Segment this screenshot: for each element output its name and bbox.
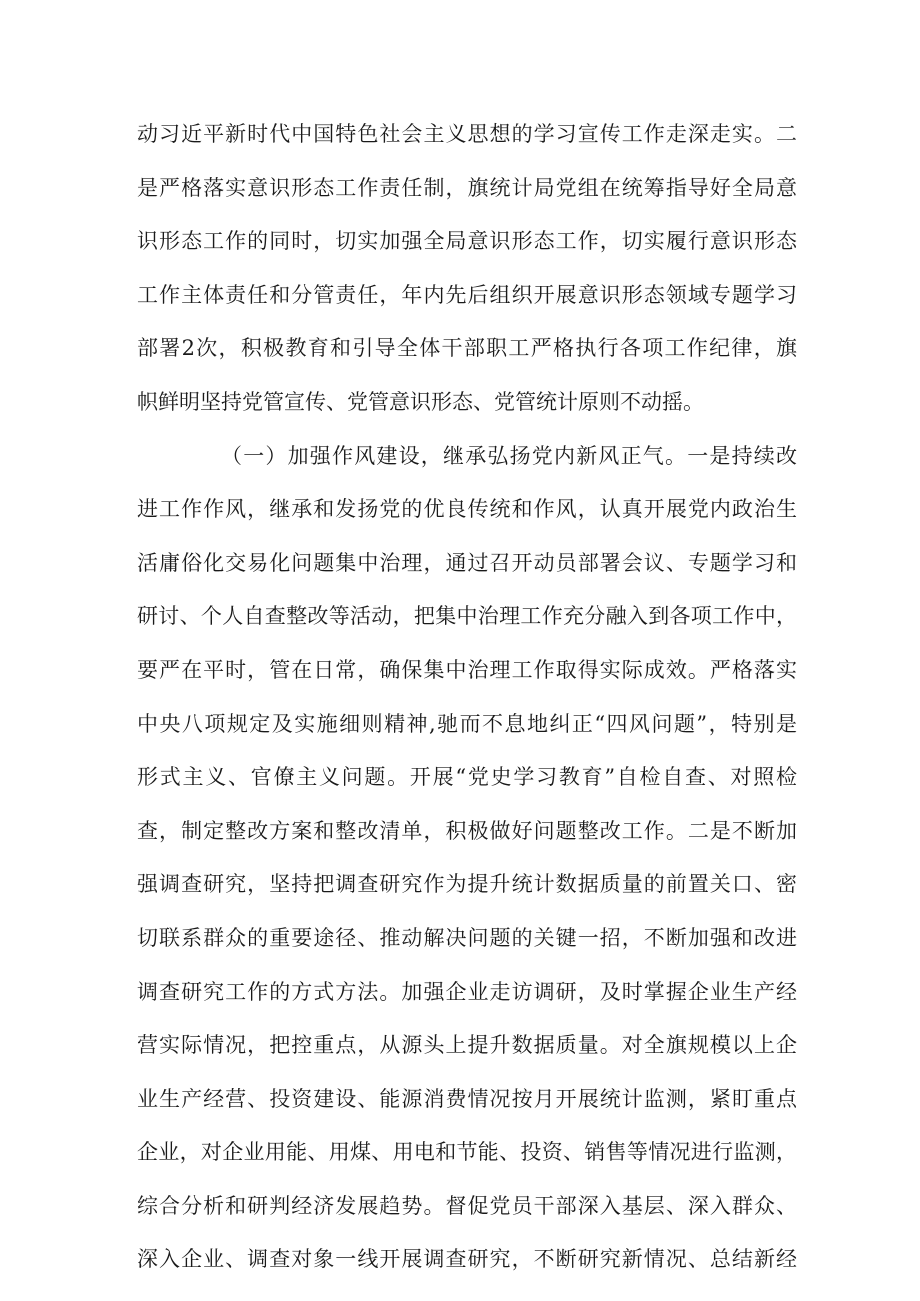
text-line: 强调查研究，坚持把调查研究作为提升统计数据质量的前置关口、密 <box>137 872 797 897</box>
text-line: 企业，对企业用能、用煤、用电和节能、投资、销售等情况进行监测， <box>137 1140 797 1165</box>
section-heading-line: （一）加强作风建设，继承弘扬党内新风正气。一是持续改 <box>221 443 797 468</box>
text-line: 是严格落实意识形态工作责任制，旗统计局党组在统筹指导好全局意 <box>137 175 797 200</box>
text-line: 中央八项规定及实施细则精神,驰而不息地纠正“四风问题”，特别是 <box>137 711 797 736</box>
text-line: 查，制定整改方案和整改清单，积极做好问题整改工作。二是不断加 <box>137 818 797 843</box>
body-text <box>137 108 797 1287</box>
text-line: 识形态工作的同时，切实加强全局意识形态工作，切实履行意识形态 <box>137 229 797 254</box>
text-line: 深入企业、调查对象一线开展调查研究，不断研究新情况、总结新经 <box>137 1247 797 1272</box>
text-line: 动习近平新时代中国特色社会主义思想的学习宣传工作走深走实。二 <box>137 122 797 146</box>
text-line: 部署2次，积极教育和引导全体干部职工严格执行各项工作纪律，旗 <box>137 336 797 361</box>
text-line: 帜鲜明坚持党管宣传、党管意识形态、党管统计原则不动摇。 <box>137 389 704 414</box>
text-line: 进工作作风，继承和发扬党的优良传统和作风，认真开展党内政治生 <box>137 497 797 522</box>
text-line: 活庸俗化交易化问题集中治理，通过召开动员部署会议、专题学习和 <box>137 550 797 575</box>
text-line: 要严在平时，管在日常，确保集中治理工作取得实际成效。严格落实 <box>137 657 797 682</box>
text-line: 切联系群众的重要途径、推动解决问题的关键一招，不断加强和改进 <box>137 925 797 950</box>
text-line: 研讨、个人自查整改等活动，把集中治理工作充分融入到各项工作中， <box>137 604 797 629</box>
text-line: 业生产经营、投资建设、能源消费情况按月开展统计监测，紧盯重点 <box>137 1086 797 1111</box>
text-line: 综合分析和研判经济发展趋势。督促党员干部深入基层、深入群众、 <box>137 1193 797 1218</box>
text-line: 形式主义、官僚主义问题。开展“党史学习教育”自检自查、对照检 <box>137 765 797 790</box>
text-line: 调查研究工作的方式方法。加强企业走访调研，及时掌握企业生产经 <box>137 979 797 1004</box>
text-line: 工作主体责任和分管责任，年内先后组织开展意识形态领域专题学习 <box>137 282 797 307</box>
text-line: 营实际情况，把控重点，从源头上提升数据质量。对全旗规模以上企 <box>137 1033 797 1058</box>
